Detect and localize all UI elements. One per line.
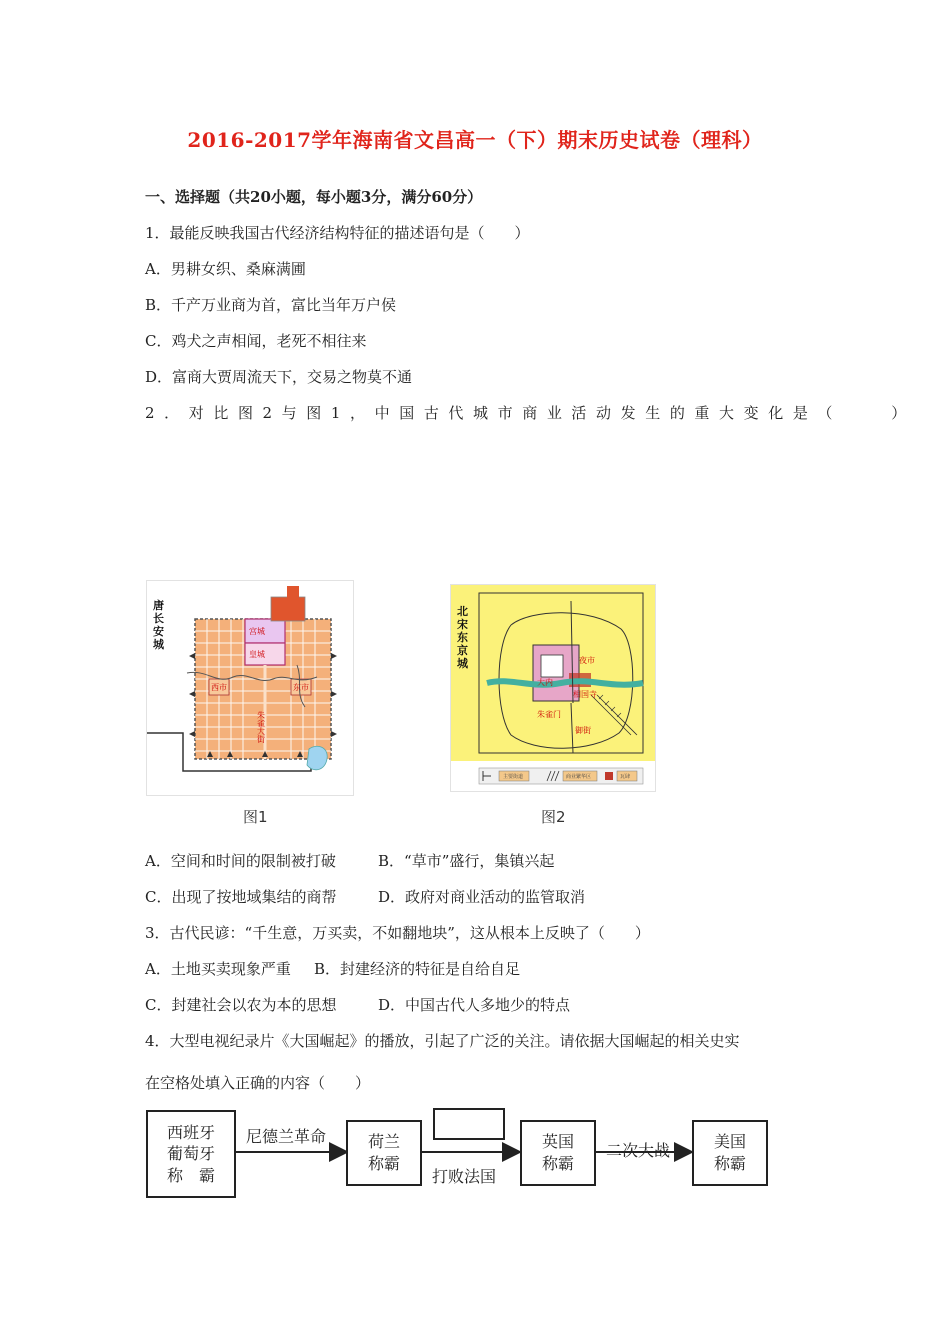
figure-2-song-dongjing-map: [450, 584, 656, 792]
fig2-danei-label: 大内: [537, 678, 553, 687]
fig1-east-market-label: 东市: [293, 683, 309, 692]
flow-box-usa: 美国 称霸: [692, 1120, 768, 1186]
flow-label-ww2: 二次大战: [606, 1141, 671, 1160]
fig1-west-market-label: 西市: [211, 683, 227, 692]
q2-option-a: A．空间和时间的限制被打破: [145, 852, 336, 870]
fig2-xiangguo-temple-label: 相国寺: [573, 690, 597, 699]
q1-stem: 1．最能反映我国古代经济结构特征的描述语句是（ ）: [145, 224, 530, 242]
q3-option-c: C．封建社会以农为本的思想: [145, 996, 337, 1014]
flow-label-defeat-france: 打败法国: [432, 1167, 497, 1186]
flow-box-britain: 英国 称霸: [520, 1120, 596, 1186]
q4-stem-line1: 4．大型电视纪录片《大国崛起》的播放，引起了广泛的关注。请依据大国崛起的相关史实: [145, 1032, 740, 1050]
q2-option-b: B．“草市”盛行，集镇兴起: [378, 852, 555, 870]
figure-2-caption: 图2: [541, 808, 566, 826]
q2-stem: 2．对比图2与图1，中国古代城市商业活动发生的重大变化是（ ）: [145, 404, 916, 422]
svg-text:城: 城: [457, 657, 468, 670]
flow-label-dutch-revolution: 尼德兰革命: [246, 1127, 327, 1146]
q3-option-a: A．土地买卖现象严重: [145, 960, 291, 978]
figure-1-caption: 图1: [243, 808, 268, 826]
q2-option-c: C．出现了按地域集结的商帮: [145, 888, 337, 906]
svg-text:东: 东: [457, 631, 468, 644]
svg-text:宋: 宋: [457, 618, 468, 631]
fig2-night-market-label: 夜市: [579, 656, 595, 665]
q1-option-b: B．千产万业商为首，富比当年万户侯: [145, 296, 397, 314]
page-title: 2016-2017学年海南省文昌高一（下）期末历史试卷（理科）: [187, 128, 763, 152]
q1-option-a: A．男耕女织、桑麻满圃: [145, 260, 306, 278]
fig2-legend-washi: 瓦肆: [620, 774, 631, 780]
q2-option-d: D．政府对商业活动的监管取消: [378, 888, 586, 906]
svg-text:长: 长: [153, 612, 164, 625]
fig1-palace-label: 宫城: [249, 627, 265, 636]
figure-1-tang-changan-map: [146, 580, 354, 796]
flow-blank-answer-box: [433, 1108, 505, 1140]
svg-text:安: 安: [153, 625, 164, 638]
q1-option-c: C．鸡犬之声相闻，老死不相往来: [145, 332, 367, 350]
q3-option-b: B．封建经济的特征是自给自足: [314, 960, 521, 978]
fig1-main-street-label: 朱雀大街: [256, 711, 266, 743]
q3-stem: 3．古代民谚：“千生意，万买卖，不如翻地块”，这从根本上反映了（ ）: [145, 924, 650, 942]
fig1-imperial-city-label: 皇城: [249, 650, 265, 659]
svg-text:城: 城: [153, 638, 164, 651]
q1-option-d: D．富商大贾周流天下，交易之物莫不通: [145, 368, 413, 386]
flow-box-netherlands: 荷兰 称霸: [346, 1120, 422, 1186]
svg-text:北: 北: [457, 605, 468, 618]
svg-text:京: 京: [457, 644, 468, 657]
fig2-zhuque-gate-label: 朱雀门: [537, 710, 561, 719]
q3-option-d: D．中国古代人多地少的特点: [378, 996, 571, 1014]
fig2-imperial-street-label: 御街: [575, 726, 591, 735]
flow-box-spain-portugal: 西班牙 葡萄牙 称 霸: [146, 1110, 236, 1198]
fig2-legend-commercial-area: 商业繁华区: [566, 774, 592, 780]
svg-text:唐: 唐: [153, 599, 164, 612]
fig2-legend-main-street: 主要街道: [503, 774, 524, 780]
q4-stem-line2: 在空格处填入正确的内容（ ）: [145, 1074, 371, 1092]
section-heading: 一、选择题（共20小题，每小题3分，满分60分）: [145, 188, 483, 206]
